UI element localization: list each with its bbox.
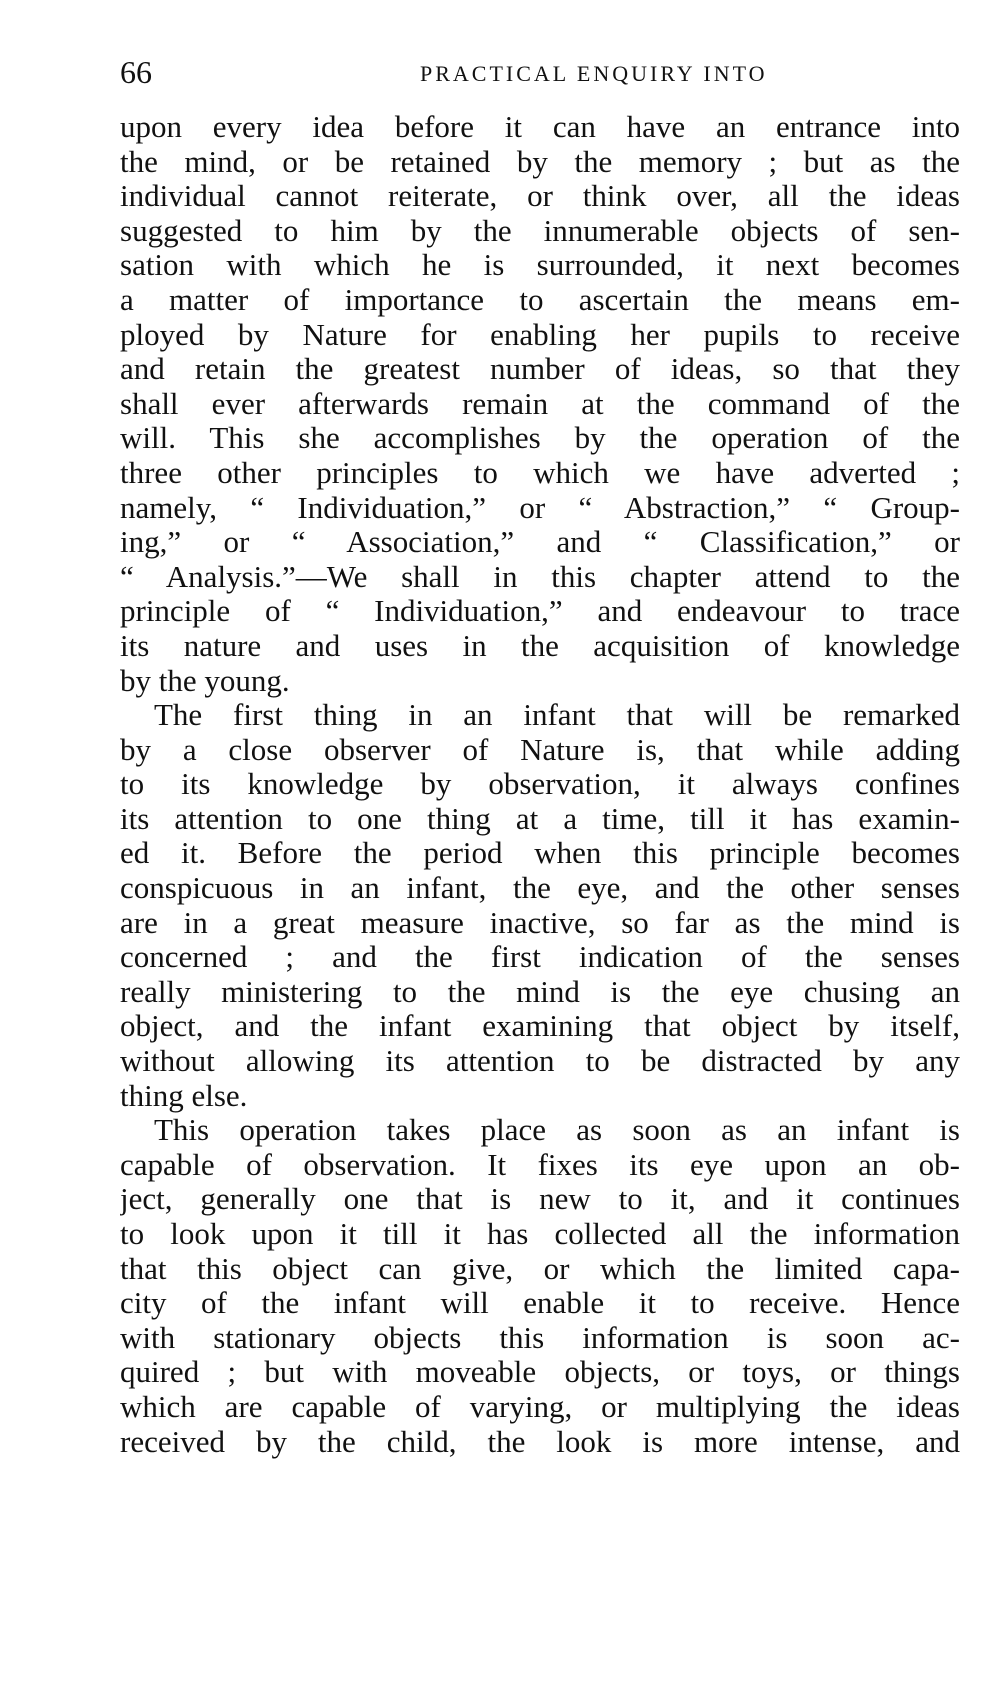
- text-line-paragraph-start: This operation takes place as soon as an infant is: [154, 1113, 960, 1148]
- body-text: [120, 110, 960, 1459]
- text-line: ployed by Nature for enabling her pupils to receive: [120, 317, 960, 352]
- text-line: received by the child, the look is more intense, and: [120, 1424, 960, 1459]
- text-line: principle of “ Individuation,” and endeavour to trace: [120, 594, 960, 629]
- text-line: without allowing its attention to be distracted by any: [120, 1044, 960, 1079]
- text-line: “ Analysis.”—We shall in this chapter attend to the: [120, 559, 960, 594]
- text-line: by a close observer of Nature is, that while adding: [120, 732, 960, 767]
- text-line: to look upon it till it has collected all the information: [120, 1217, 960, 1251]
- text-line: with stationary objects this information is soon ac-: [120, 1320, 960, 1355]
- text-line: really ministering to the mind is the eye chusing an: [120, 974, 960, 1009]
- text-line: quired ; but with moveable objects, or toys, or things: [120, 1355, 960, 1390]
- text-line: concerned ; and the first indication of the senses: [120, 940, 960, 975]
- text-line-paragraph-end: by the young.: [120, 663, 290, 698]
- text-line: are in a great measure inactive, so far as the mind is: [120, 905, 960, 940]
- text-line: capable of observation. It fixes its eye upon an ob-: [120, 1147, 960, 1182]
- text-line: individual cannot reiterate, or think over, all the ideas: [120, 179, 960, 214]
- text-line: object, and the infant examining that object by itself,: [120, 1009, 960, 1044]
- text-line-paragraph-start: The first thing in an infant that will be remarked: [154, 698, 960, 733]
- text-line: its attention to one thing at a time, till it has examin-: [120, 801, 960, 836]
- text-line: ing,” or “ Association,” and “ Classification,” or: [120, 525, 960, 560]
- text-line: will. This she accomplishes by the operation of the: [120, 421, 960, 456]
- text-line: that this object can give, or which the limited capa-: [120, 1251, 960, 1286]
- text-line: namely, “ Individuation,” or “ Abstraction,” “ Group-: [120, 490, 960, 525]
- text-line: to its knowledge by observation, it always confines: [120, 767, 960, 802]
- text-line: three other principles to which we have adverted ;: [120, 455, 960, 490]
- text-line: conspicuous in an infant, the eye, and the other senses: [120, 871, 960, 906]
- text-line: suggested to him by the innumerable objects of sen-: [120, 213, 960, 248]
- text-line: its nature and uses in the acquisition of knowledge: [120, 628, 960, 663]
- text-line: city of the infant will enable it to receive. Hence: [120, 1286, 960, 1321]
- text-line: shall ever afterwards remain at the command of the: [120, 386, 960, 421]
- text-line: upon every idea before it can have an entrance into: [120, 110, 960, 144]
- page-number: 66: [120, 54, 152, 90]
- running-title: PRACTICAL ENQUIRY INTO: [420, 61, 768, 86]
- page-header: [120, 56, 960, 96]
- text-line: and retain the greatest number of ideas, so that they: [120, 352, 960, 387]
- text-line: sation with which he is surrounded, it next becomes: [120, 248, 960, 283]
- text-line-paragraph-end: thing else.: [120, 1078, 248, 1113]
- text-line: which are capable of varying, or multiplying the ideas: [120, 1389, 960, 1424]
- text-line: ject, generally one that is new to it, and it continues: [120, 1182, 960, 1217]
- text-line: ed it. Before the period when this principle becomes: [120, 836, 960, 871]
- text-line: the mind, or be retained by the memory ; but as the: [120, 144, 960, 179]
- text-line: a matter of importance to ascertain the means em-: [120, 282, 960, 317]
